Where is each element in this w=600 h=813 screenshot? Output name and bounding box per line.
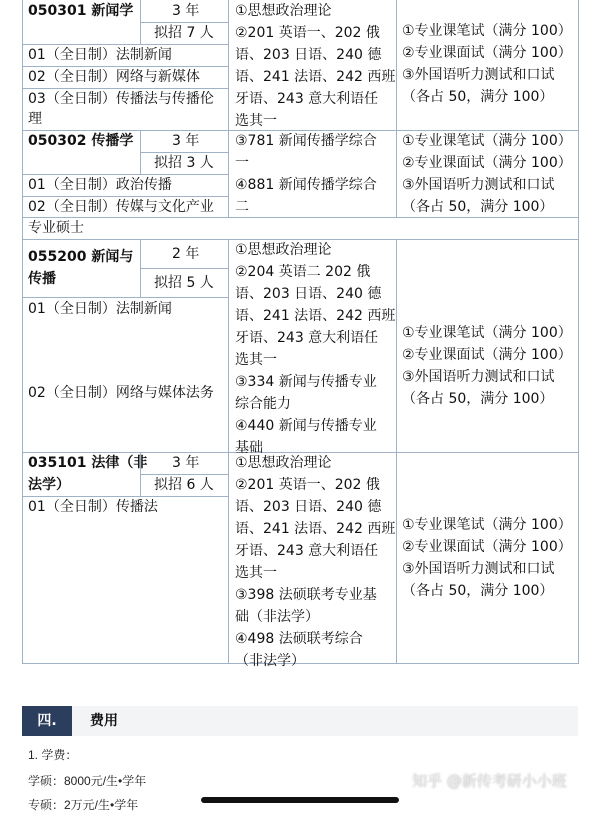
- program-years: 3 年: [172, 3, 200, 19]
- exam-line: 语、203 日语、240 德: [235, 499, 382, 515]
- retest-line: ③外国语听力测试和口试: [402, 177, 555, 193]
- direction-item: 01（全日制）法制新闻: [28, 47, 172, 63]
- exam-line: ①思想政治理论: [235, 3, 332, 19]
- retest-line: ①专业课笔试（满分 100）: [402, 23, 572, 39]
- program-quota: 拟招 7 人: [154, 25, 214, 41]
- zhihu-watermark: 知乎 @新传考研小小班: [412, 772, 567, 790]
- exam-subjects: [235, 239, 395, 459]
- retest-line: ③外国语听力测试和口试: [402, 67, 555, 83]
- exam-line: 语、241 法语、242 西班: [235, 521, 396, 537]
- section-label-professional: 专业硕士: [28, 220, 84, 236]
- program-code-035101: 035101 法律（非: [28, 455, 148, 471]
- program-code-cont: 法学）: [28, 477, 70, 493]
- direction-item: 02（全日制）网络与媒体法务: [28, 385, 214, 401]
- exam-line: ④440 新闻与传播专业: [235, 418, 377, 434]
- program-quota: 拟招 5 人: [154, 275, 214, 291]
- exam-line: ②201 英语一、202 俄: [235, 477, 380, 493]
- direction-item: 03（全日制）传播法与传播伦: [28, 91, 214, 107]
- retest-line: ③外国语听力测试和口试: [402, 561, 555, 577]
- exam-subjects: [235, 130, 377, 218]
- exam-line: ④498 法硕联考综合: [235, 631, 363, 647]
- section-title-fees: 费用: [90, 713, 118, 729]
- program-quota: 拟招 6 人: [154, 477, 214, 493]
- exam-line: 二: [235, 199, 249, 215]
- table-right-border: [578, 0, 579, 663]
- section-number-badge: 四.: [22, 706, 72, 736]
- fee-academic: 学硕：8000元/生•学年: [28, 774, 147, 788]
- exam-line: 牙语、243 意大利语任: [235, 91, 379, 107]
- retest-line: ②专业课面试（满分 100）: [402, 45, 572, 61]
- program-years: 3 年: [172, 455, 200, 471]
- exam-line: ③334 新闻与传播专业: [235, 374, 377, 390]
- direction-item: 01（全日制）传播法: [28, 499, 158, 515]
- exam-line: 牙语、243 意大利语任: [235, 543, 379, 559]
- exam-line: 语、203 日语、240 德: [235, 47, 382, 63]
- direction-item-cont: 理: [28, 111, 42, 127]
- exam-line: ④881 新闻传播学综合: [235, 177, 377, 193]
- retest-line: （各占 50，满分 100）: [402, 583, 554, 599]
- retest-items: [402, 322, 572, 410]
- retest-line: ③外国语听力测试和口试: [402, 369, 555, 385]
- retest-line: ②专业课面试（满分 100）: [402, 155, 572, 171]
- fee-item-tuition: 1. 学费：: [28, 748, 78, 762]
- retest-line: （各占 50，满分 100）: [402, 199, 554, 215]
- direction-item: 02（全日制）网络与新媒体: [28, 69, 200, 85]
- col-divider-exam: [228, 0, 229, 217]
- program-code-055200: 055200 新闻与: [28, 249, 134, 265]
- direction-item: 01（全日制）法制新闻: [28, 301, 172, 317]
- exam-line: 牙语、243 意大利语任: [235, 330, 379, 346]
- program-quota: 拟招 3 人: [154, 155, 214, 171]
- program-code-050302: 050302 传播学: [28, 133, 134, 149]
- program-years: 2 年: [172, 246, 200, 262]
- exam-subjects: [235, 452, 395, 672]
- exam-line: 语、203 日语、240 德: [235, 286, 382, 302]
- exam-subjects: [235, 0, 395, 132]
- retest-line: ①专业课笔试（满分 100）: [402, 133, 572, 149]
- exam-line: ①思想政治理论: [235, 242, 332, 258]
- col-divider-retest: [396, 0, 397, 217]
- exam-line: 一: [235, 155, 249, 171]
- exam-line: 综合能力: [235, 396, 291, 412]
- program-code-050301: 050301 新闻学: [28, 3, 134, 19]
- exam-line: 选其一: [235, 352, 277, 368]
- exam-line: 语、241 法语、242 西班: [235, 69, 396, 85]
- exam-line: 选其一: [235, 113, 277, 129]
- exam-line: 基础: [235, 440, 263, 456]
- exam-line: 语、241 法语、242 西班: [235, 308, 396, 324]
- retest-line: ①专业课笔试（满分 100）: [402, 517, 572, 533]
- exam-line: ③398 法硕联考专业基: [235, 587, 377, 603]
- col-divider-retest-2: [396, 239, 397, 663]
- exam-line: 选其一: [235, 565, 277, 581]
- retest-items: [402, 514, 572, 602]
- exam-line: ③781 新闻传播学综合: [235, 133, 377, 149]
- exam-line: ②201 英语一、202 俄: [235, 25, 380, 41]
- retest-line: ②专业课面试（满分 100）: [402, 347, 572, 363]
- program-code-cont: 传播: [28, 271, 56, 287]
- exam-line: 础（非法学）: [235, 609, 319, 625]
- col-divider-exam-2: [228, 239, 229, 663]
- exam-line: ①思想政治理论: [235, 455, 332, 471]
- home-indicator[interactable]: [201, 797, 399, 803]
- retest-line: ②专业课面试（满分 100）: [402, 539, 572, 555]
- retest-line: （各占 50，满分 100）: [402, 89, 554, 105]
- row-line: [140, 268, 228, 269]
- program-years: 3 年: [172, 133, 200, 149]
- direction-item: 01（全日制）政治传播: [28, 177, 172, 193]
- retest-items: [402, 20, 572, 108]
- exam-line: （非法学）: [235, 653, 305, 669]
- retest-line: （各占 50，满分 100）: [402, 391, 554, 407]
- retest-items: [402, 130, 572, 218]
- direction-item: 02（全日制）传媒与文化产业: [28, 199, 214, 215]
- retest-line: ①专业课笔试（满分 100）: [402, 325, 572, 341]
- fee-professional: 专硕：2万元/生•学年: [28, 798, 139, 812]
- table-left-border: [22, 0, 23, 663]
- exam-line: ②204 英语二 202 俄: [235, 264, 371, 280]
